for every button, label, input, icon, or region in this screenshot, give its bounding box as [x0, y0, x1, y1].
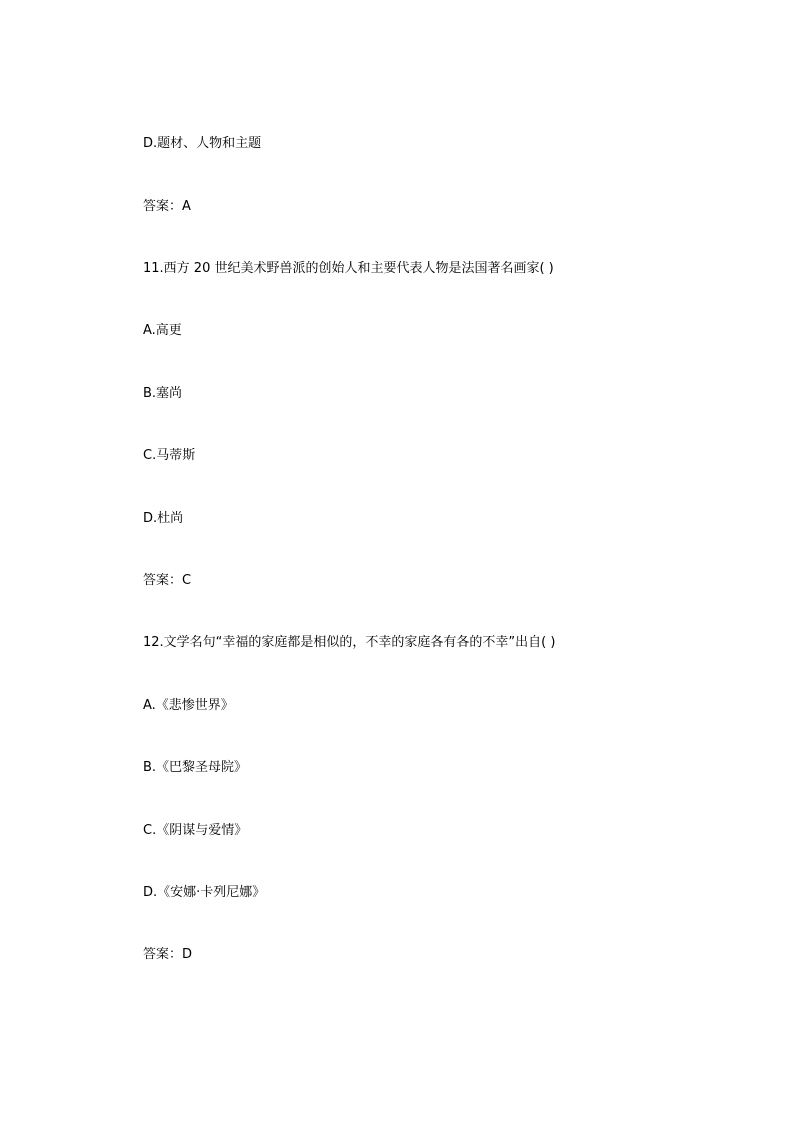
- option-d-q12: D.《安娜·卡列尼娜》: [143, 885, 266, 900]
- option-b-q12: B.《巴黎圣母院》: [143, 760, 248, 775]
- option-a-q12: A.《悲惨世界》: [143, 698, 234, 713]
- option-d-q11: D.杜尚: [143, 511, 184, 526]
- option-a-q11: A.高更: [143, 323, 182, 338]
- answer-q12: 答案：D: [143, 947, 193, 962]
- answer-q10: 答案：A: [143, 199, 191, 214]
- option-c-q12: C.《阴谋与爱情》: [143, 823, 248, 838]
- question-11: 11.西方 20 世纪美术野兽派的创始人和主要代表人物是法国著名画家( ): [143, 261, 554, 276]
- option-c-q11: C.马蒂斯: [143, 448, 196, 463]
- answer-q11: 答案：C: [143, 573, 192, 588]
- option-b-q11: B.塞尚: [143, 386, 183, 401]
- option-d-q10: D.题材、人物和主题: [143, 136, 262, 151]
- question-12: 12.文学名句“幸福的家庭都是相似的，不幸的家庭各有各的不幸”出自( ): [143, 635, 556, 650]
